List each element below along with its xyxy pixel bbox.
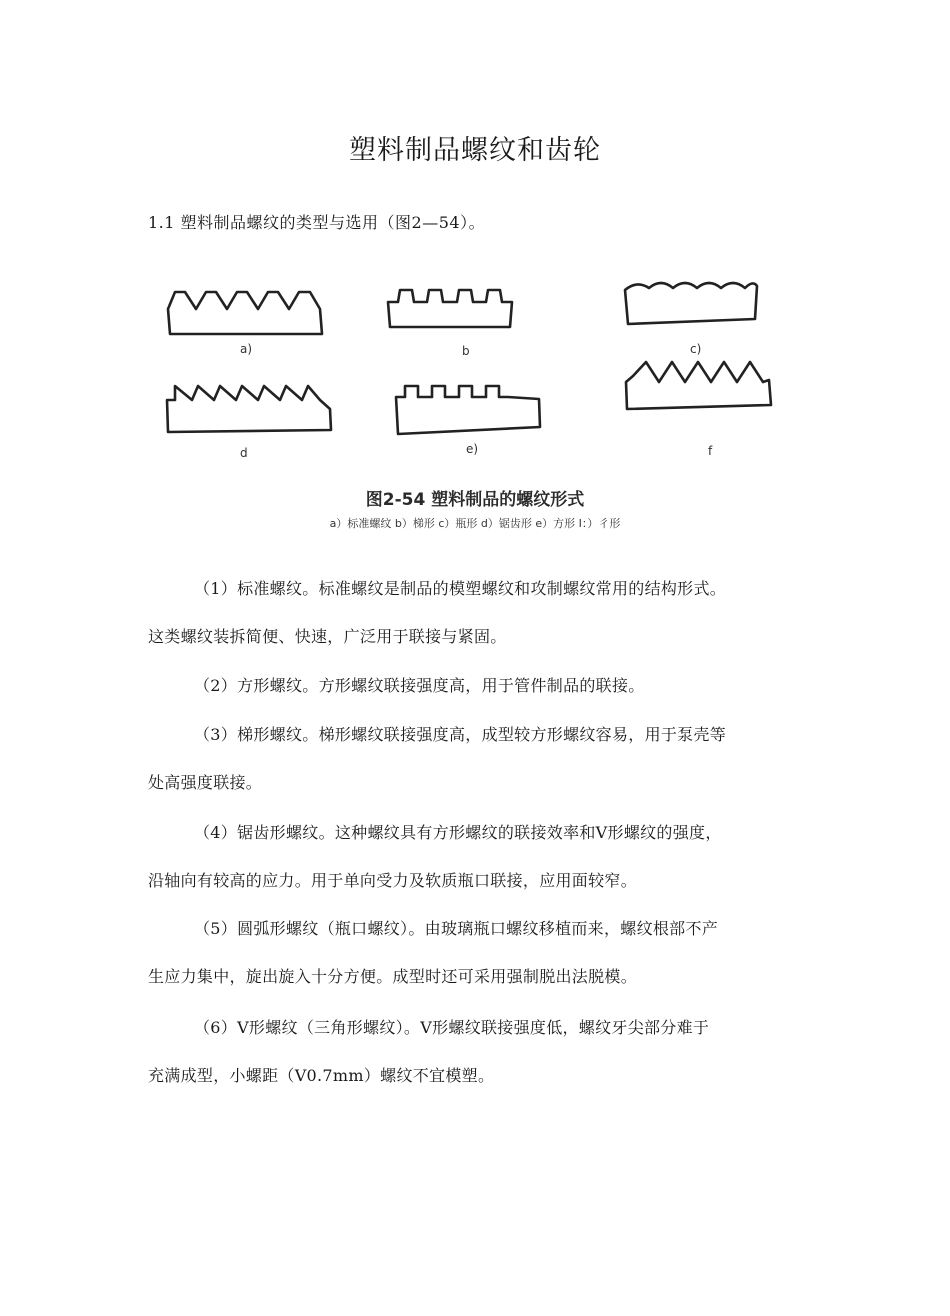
- section-heading: 1.1 塑料制品螺纹的类型与选用（图2—54）。: [148, 213, 486, 232]
- thread-profile-a: [168, 292, 322, 334]
- paragraph-line: （1）标准螺纹。标准螺纹是制品的模塑螺纹和攻制螺纹常用的结构形式。: [194, 579, 727, 598]
- paragraph-line: （3）梯形螺纹。梯形螺纹联接强度高，成型较方形螺纹容易，用于泵壳等: [194, 725, 727, 744]
- figure-label-c: c): [690, 342, 702, 356]
- paragraph-line: （5）圆弧形螺纹（瓶口螺纹）。由玻璃瓶口螺纹移植而来，螺纹根部不产: [194, 919, 719, 938]
- paragraph-line: （2）方形螺纹。方形螺纹联接强度高，用于管件制品的联接。: [194, 676, 645, 695]
- thread-forms-figure: [150, 272, 800, 472]
- paragraph-line: 充满成型，小螺距（V0.7mm）螺纹不宜模塑。: [148, 1066, 495, 1085]
- figure-label-b: b: [462, 344, 470, 358]
- paragraph-line: 沿轴向有较高的应力。用于单向受力及软质瓶口联接，应用面较窄。: [148, 871, 638, 890]
- paragraph-line: 这类螺纹装拆简便、快速，广泛用于联接与紧固。: [148, 627, 507, 646]
- thread-profile-f: [626, 362, 771, 409]
- document-title: 塑料制品螺纹和齿轮: [349, 135, 601, 166]
- figure-caption: 图2-54 塑料制品的螺纹形式: [365, 490, 585, 510]
- figure-label-a: a): [240, 342, 253, 356]
- figure-label-d: d: [240, 446, 248, 460]
- paragraph-line: 生应力集中，旋出旋入十分方便。成型时还可采用强制脱出法脱模。: [148, 967, 638, 986]
- paragraph-line: （4）锯齿形螺纹。这种螺纹具有方形螺纹的联接效率和V形螺纹的强度，: [194, 823, 722, 842]
- thread-profile-e: [396, 386, 540, 434]
- thread-profile-d: [167, 386, 331, 432]
- figure-label-e: e): [466, 442, 479, 456]
- thread-profile-b: [388, 290, 512, 327]
- thread-profile-c: [625, 283, 757, 324]
- figure-legend: a）标准螺纹 b）梯形 c）瓶形 d）锯齿形 e）方形 I：）彳形: [329, 517, 621, 530]
- paragraph-line: 处高强度联接。: [148, 773, 263, 792]
- figure-label-f: f: [708, 444, 713, 458]
- paragraph-line: （6）V形螺纹（三角形螺纹）。V形螺纹联接强度低，螺纹牙尖部分难于: [194, 1018, 710, 1037]
